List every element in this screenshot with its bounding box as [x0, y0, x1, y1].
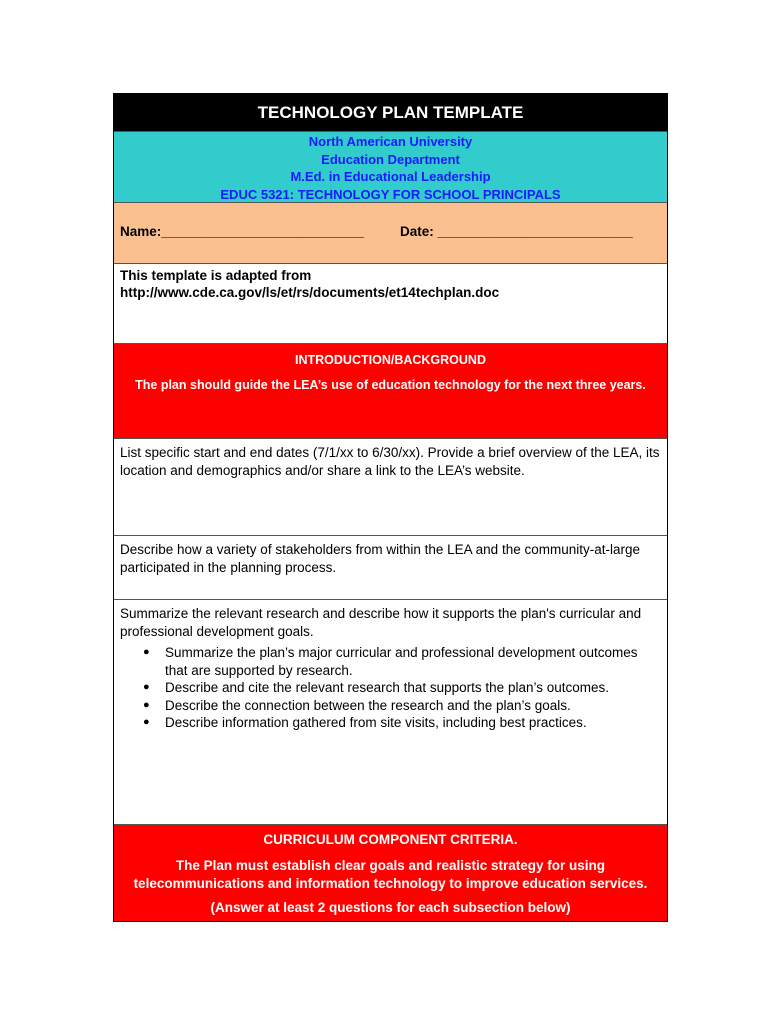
- list-item: ● Describe information gathered from site visits, including best practices.: [143, 715, 587, 730]
- adapted-source-row: [114, 264, 667, 344]
- program-name: M.Ed. in Educational Leadership: [290, 169, 491, 184]
- name-field[interactable]: Name:___________________________: [120, 224, 364, 239]
- technology-plan-table: [113, 93, 668, 922]
- name-date-row: [114, 203, 667, 264]
- list-item: ● Describe and cite the relevant research that supports the plan’s outcomes.: [143, 680, 609, 695]
- introduction-text: The plan should guide the LEA’s use of education technology for the next three years.: [135, 378, 646, 392]
- curriculum-note: (Answer at least 2 questions for each subsection below): [210, 900, 571, 915]
- date-field[interactable]: Date: __________________________: [400, 224, 633, 239]
- course-name: EDUC 5321: TECHNOLOGY FOR SCHOOL PRINCIPALS: [220, 186, 561, 202]
- research-section: [114, 600, 667, 825]
- bullet-icon: ●: [143, 698, 150, 711]
- bullet-icon: ●: [143, 646, 150, 658]
- curriculum-text: The Plan must establish clear goals and realistic strategy for using telecommunications and information technology to improve education services.: [133, 858, 648, 891]
- list-item: ● Describe the connection between the research and the plan’s goals.: [143, 697, 571, 713]
- introduction-section: [114, 344, 667, 439]
- source-url: http://www.cde.ca.gov/ls/et/rs/documents/et14techplan.doc: [120, 285, 500, 300]
- dates-overview-section: [114, 439, 667, 536]
- stakeholders-text: Describe how a variety of stakeholders from within the LEA and the community-at-large participated in the planning process.: [120, 542, 640, 575]
- curriculum-section: [114, 825, 667, 921]
- curriculum-heading: CURRICULUM COMPONENT CRITERIA.: [263, 832, 518, 847]
- university-header-row: [114, 132, 667, 203]
- document-title-row: [114, 94, 667, 132]
- stakeholders-section: [114, 536, 667, 600]
- university-name: North American University: [308, 134, 473, 149]
- bullet-icon: ●: [143, 716, 150, 728]
- adapted-text: This template is adapted from: [120, 268, 312, 283]
- department-name: Education Department: [321, 151, 460, 167]
- document-title: TECHNOLOGY PLAN TEMPLATE: [257, 103, 524, 122]
- introduction-heading: INTRODUCTION/BACKGROUND: [295, 353, 486, 367]
- research-bullet-list: [120, 644, 661, 732]
- research-text: Summarize the relevant research and describe how it supports the plan's curricular and professional development goals.: [120, 606, 642, 639]
- bullet-icon: ●: [143, 681, 150, 693]
- dates-overview-text: List specific start and end dates (7/1/xx to 6/30/xx). Provide a brief overview of the LEA, its location and demographics and/or share a link to the LEA’s website.: [120, 445, 660, 478]
- list-item: ● Summarize the plan’s major curricular and professional development outcomes that are supported by research.: [143, 645, 638, 678]
